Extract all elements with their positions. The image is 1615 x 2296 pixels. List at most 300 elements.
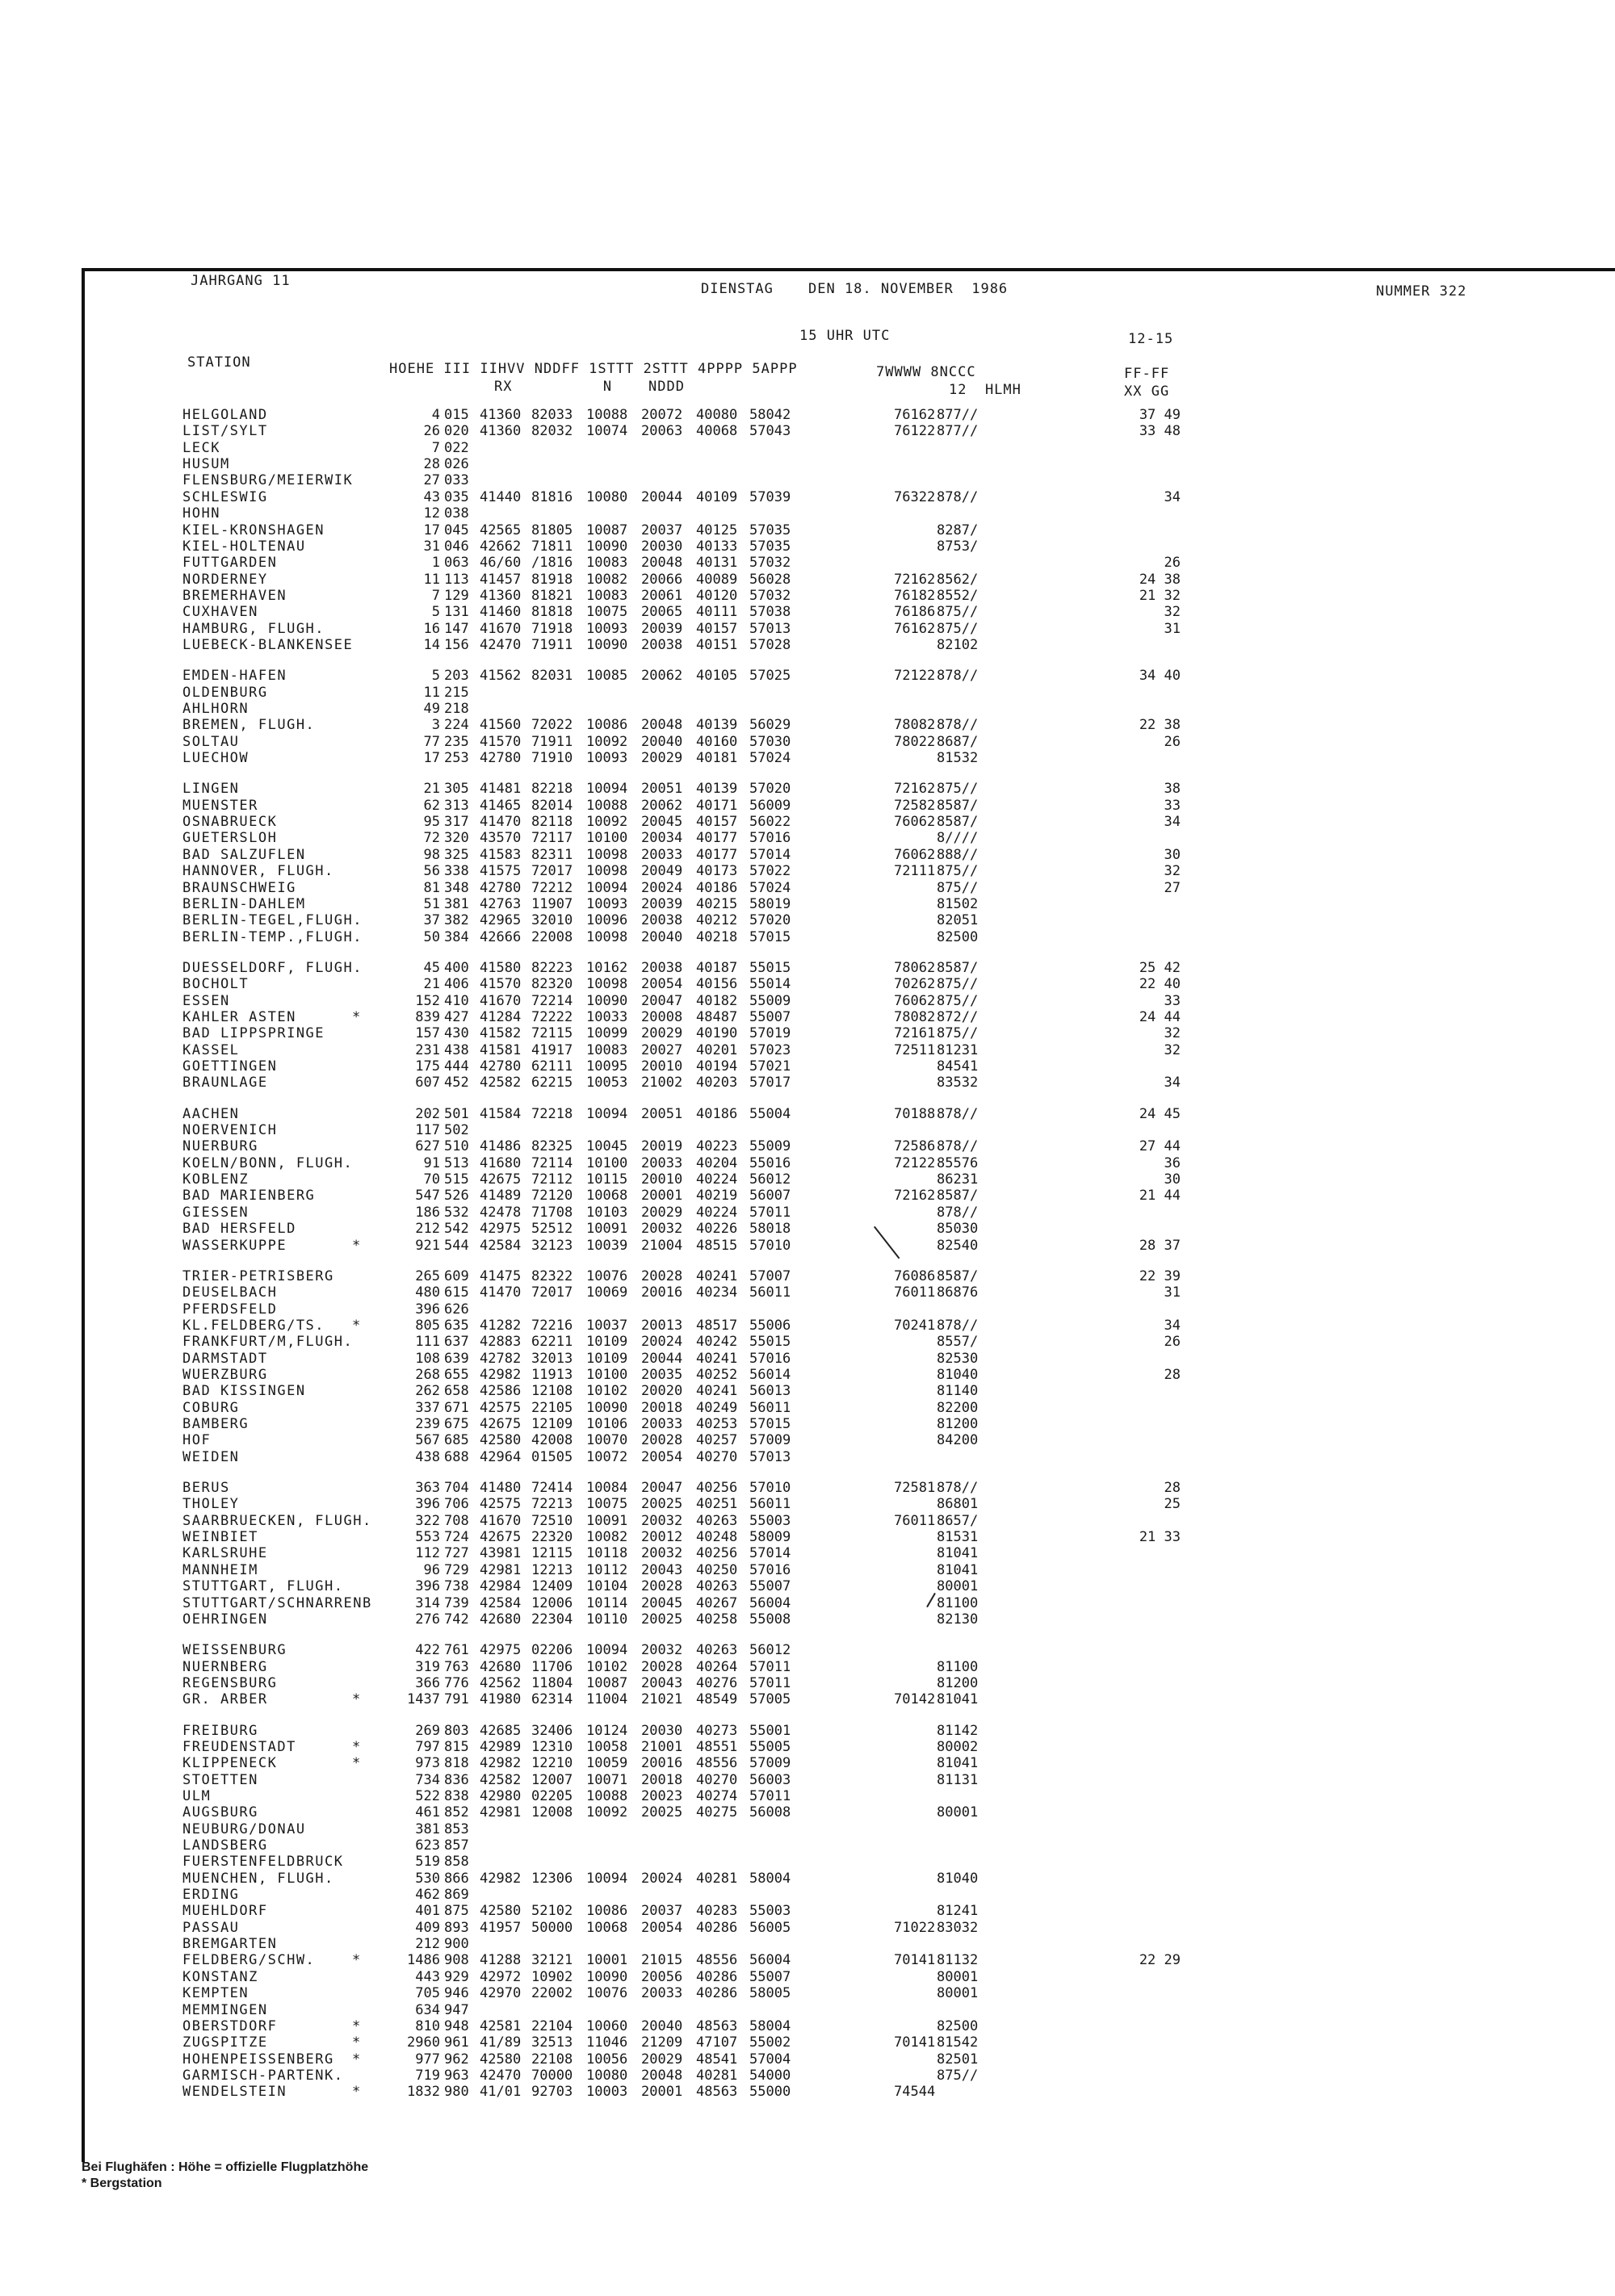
- station-name: KOELN/BONN, FLUGH.: [182, 1154, 354, 1171]
- nddff-value: 41917: [531, 1041, 573, 1058]
- nddff-value: 22008: [531, 928, 573, 945]
- pressure-group: 40258: [696, 1611, 738, 1628]
- height-value: 7: [431, 439, 440, 456]
- station-index: 739: [444, 1594, 469, 1611]
- tendency-group: 55003: [749, 1903, 791, 1920]
- cloud-group: 84200: [937, 1432, 979, 1449]
- pressure-group: 40256: [696, 1545, 738, 1562]
- cloud-group: 81041: [937, 1545, 979, 1562]
- height-value: 396: [415, 1496, 440, 1513]
- weather-group: 70188: [894, 1105, 936, 1122]
- nddff-value: 72017: [531, 863, 573, 880]
- station-index: 706: [444, 1496, 469, 1513]
- station-index: 515: [444, 1171, 469, 1188]
- height-value: 202: [415, 1105, 440, 1122]
- station-index: 853: [444, 1820, 469, 1837]
- table-row: [0, 1075, 1615, 1091]
- height-value: 26: [423, 423, 440, 440]
- station-name: MUEHLDORF: [182, 1903, 268, 1920]
- station-index: 218: [444, 701, 469, 717]
- station-name: BREMGARTEN: [182, 1936, 278, 1953]
- temperature-group: 10114: [586, 1594, 628, 1611]
- dewpoint-group: 20049: [641, 863, 683, 880]
- station-name: BAD MARIENBERG: [182, 1188, 316, 1205]
- nddff-value: 62215: [531, 1075, 573, 1091]
- pressure-group: 40182: [696, 992, 738, 1009]
- weather-group: 76062: [894, 846, 936, 863]
- temperature-group: 10118: [586, 1545, 628, 1562]
- station-name: BAD SALZUFLEN: [182, 846, 306, 863]
- iihvv-value: 42970: [480, 1985, 522, 2002]
- nddff-value: 11907: [531, 895, 573, 912]
- weather-group: 72122: [894, 1154, 936, 1171]
- weather-group: 76011: [894, 1512, 936, 1529]
- station-name: KIEL-HOLTENAU: [182, 538, 306, 555]
- dewpoint-group: 20018: [641, 1399, 683, 1416]
- station-index: 022: [444, 439, 469, 456]
- station-index: 818: [444, 1755, 469, 1772]
- dewpoint-group: 20054: [641, 1919, 683, 1936]
- cloud-group: 872//: [937, 1008, 979, 1025]
- iihvv-value: 41980: [480, 1691, 522, 1708]
- tendency-group: 56004: [749, 1594, 791, 1611]
- temperature-group: 10076: [586, 1267, 628, 1284]
- tendency-group: 57032: [749, 555, 791, 572]
- pressure-group: 40248: [696, 1529, 738, 1546]
- cloud-group: 82500: [937, 2017, 979, 2034]
- iihvv-value: 41670: [480, 1512, 522, 1529]
- nddff-value: 12115: [531, 1545, 573, 1562]
- weather-group: 76162: [894, 620, 936, 637]
- temperature-group: 10091: [586, 1512, 628, 1529]
- cloud-group: 875//: [937, 620, 979, 637]
- station-index: 203: [444, 668, 469, 685]
- station-index: 947: [444, 2001, 469, 2018]
- dewpoint-group: 20045: [641, 1594, 683, 1611]
- weather-group: 76186: [894, 604, 936, 621]
- nddff-value: 62314: [531, 1691, 573, 1708]
- dewpoint-group: 20038: [641, 959, 683, 976]
- height-value: 319: [415, 1658, 440, 1675]
- tendency-group: 57011: [749, 1787, 791, 1804]
- tendency-group: 55007: [749, 1968, 791, 1985]
- table-row: [0, 1821, 1615, 1837]
- temperature-group: 10039: [586, 1237, 628, 1254]
- nddff-value: 32010: [531, 912, 573, 929]
- dewpoint-group: 20035: [641, 1366, 683, 1383]
- height-value: 16: [423, 620, 440, 637]
- iihvv-value: 41580: [480, 959, 522, 976]
- temperature-group: 10112: [586, 1561, 628, 1578]
- iihvv-value: 41470: [480, 1284, 522, 1301]
- station-name: KL.FELDBERG/TS.: [182, 1317, 325, 1334]
- station-index: 400: [444, 959, 469, 976]
- table-row: [0, 1985, 1615, 2001]
- height-value: 231: [415, 1041, 440, 1058]
- pressure-group: 40241: [696, 1267, 738, 1284]
- nddff-value: 72218: [531, 1105, 573, 1122]
- table-row: [0, 423, 1615, 439]
- tendency-group: 57015: [749, 1416, 791, 1432]
- station-index: 320: [444, 830, 469, 847]
- height-value: 409: [415, 1919, 440, 1936]
- nddff-value: 72022: [531, 717, 573, 734]
- table-row: [0, 2018, 1615, 2034]
- temperature-group: 10094: [586, 1105, 628, 1122]
- station-index: 542: [444, 1221, 469, 1238]
- weather-group: 78022: [894, 733, 936, 750]
- height-value: 634: [415, 2001, 440, 2018]
- iihvv-value: 43570: [480, 830, 522, 847]
- nddff-value: 32406: [531, 1722, 573, 1739]
- dewpoint-group: 20040: [641, 2017, 683, 2034]
- temperature-group: 10102: [586, 1383, 628, 1400]
- iihvv-value: 42470: [480, 2067, 522, 2084]
- cloud-group: 81502: [937, 895, 979, 912]
- height-value: 422: [415, 1642, 440, 1659]
- table-row: [0, 1642, 1615, 1658]
- station-name: MEMMINGEN: [182, 2001, 268, 2018]
- height-value: 45: [423, 959, 440, 976]
- nddff-value: 81821: [531, 587, 573, 604]
- nddff-value: 71811: [531, 538, 573, 555]
- table-row: [0, 960, 1615, 976]
- station-index: 908: [444, 1952, 469, 1969]
- temperature-group: 10106: [586, 1416, 628, 1432]
- cloud-group: 81231: [937, 1041, 979, 1058]
- dewpoint-group: 20072: [641, 407, 683, 423]
- iihvv-value: 42478: [480, 1204, 522, 1221]
- table-row: [0, 637, 1615, 653]
- nddff-value: 82014: [531, 797, 573, 814]
- main-columns-subheader: RX N NDDD: [494, 379, 685, 395]
- station-name: BOCHOLT: [182, 976, 250, 993]
- station-index: 688: [444, 1448, 469, 1465]
- dewpoint-group: 20061: [641, 587, 683, 604]
- dewpoint-group: 20023: [641, 1787, 683, 1804]
- temperature-group: 10083: [586, 555, 628, 572]
- station-index: 348: [444, 879, 469, 896]
- cloud-group: 878//: [937, 488, 979, 505]
- temperature-group: 10068: [586, 1188, 628, 1205]
- pressure-group: 40234: [696, 1284, 738, 1301]
- height-value: 212: [415, 1221, 440, 1238]
- nddff-value: 11913: [531, 1366, 573, 1383]
- station-index: 129: [444, 587, 469, 604]
- pressure-group: 40186: [696, 1105, 738, 1122]
- station-name: LUECHOW: [182, 750, 250, 766]
- cloud-group: 8////: [937, 830, 979, 847]
- nddff-value: 12108: [531, 1383, 573, 1400]
- height-value: 152: [415, 992, 440, 1009]
- table-row: [0, 896, 1615, 912]
- pressure-group: 40252: [696, 1366, 738, 1383]
- tendency-group: 57015: [749, 928, 791, 945]
- station-index: 532: [444, 1204, 469, 1221]
- height-value: 50: [423, 928, 440, 945]
- table-row: [0, 505, 1615, 522]
- weather-group: 76062: [894, 814, 936, 830]
- station-index: 156: [444, 636, 469, 653]
- gust-group: 21 32: [1139, 587, 1181, 604]
- pressure-group: 40224: [696, 1204, 738, 1221]
- pressure-group: 40250: [696, 1561, 738, 1578]
- height-value: 396: [415, 1578, 440, 1595]
- height-value: 49: [423, 701, 440, 717]
- cloud-group: 81041: [937, 1561, 979, 1578]
- station-index: 655: [444, 1366, 469, 1383]
- temperature-group: 10095: [586, 1058, 628, 1075]
- station-name: SOLTAU: [182, 733, 240, 750]
- dewpoint-group: 20045: [641, 814, 683, 830]
- gust-group: 28: [1164, 1366, 1181, 1383]
- table-row: [0, 555, 1615, 571]
- tendency-group: 56011: [749, 1399, 791, 1416]
- nddff-value: 72510: [531, 1512, 573, 1529]
- station-index: 526: [444, 1188, 469, 1205]
- tendency-group: 57009: [749, 1432, 791, 1449]
- station-name: OEHRINGEN: [182, 1611, 268, 1628]
- station-name: AUGSBURG: [182, 1804, 258, 1821]
- height-value: 438: [415, 1448, 440, 1465]
- temperature-group: 10110: [586, 1611, 628, 1628]
- table-row: [0, 1545, 1615, 1561]
- gust-group: 34: [1164, 1317, 1181, 1334]
- height-value: 977: [415, 2051, 440, 2068]
- nddff-value: 71911: [531, 733, 573, 750]
- station-index: 338: [444, 863, 469, 880]
- station-index: 803: [444, 1722, 469, 1739]
- temperature-group: 10093: [586, 620, 628, 637]
- iihvv-value: 41562: [480, 668, 522, 685]
- cloud-group: 82200: [937, 1399, 979, 1416]
- station-index: 513: [444, 1154, 469, 1171]
- station-name: OLDENBURG: [182, 684, 268, 701]
- nddff-value: 11804: [531, 1674, 573, 1691]
- pressure-group: 40286: [696, 1968, 738, 1985]
- table-row: [0, 1595, 1615, 1611]
- iihvv-value: 41/89: [480, 2034, 522, 2051]
- pressure-group: 40273: [696, 1722, 738, 1739]
- iihvv-value: 41570: [480, 976, 522, 993]
- nddff-value: 82033: [531, 407, 573, 423]
- height-value: 21: [423, 976, 440, 993]
- height-value: 98: [423, 846, 440, 863]
- height-value: 522: [415, 1787, 440, 1804]
- nddff-value: 82218: [531, 781, 573, 798]
- pressure-group: 40171: [696, 797, 738, 814]
- tendency-group: 57009: [749, 1755, 791, 1772]
- table-row: [0, 1755, 1615, 1771]
- height-value: 276: [415, 1611, 440, 1628]
- station-index: 727: [444, 1545, 469, 1562]
- table-row: [0, 814, 1615, 830]
- dewpoint-group: 20054: [641, 976, 683, 993]
- weather-group: 72162: [894, 571, 936, 588]
- cloud-group: 80001: [937, 1968, 979, 1985]
- table-row: [0, 1691, 1615, 1707]
- nddff-value: 12109: [531, 1416, 573, 1432]
- height-value: 519: [415, 1854, 440, 1871]
- mountain-station-marker: *: [352, 1691, 361, 1708]
- station-name: BERUS: [182, 1480, 230, 1496]
- nddff-value: 72112: [531, 1171, 573, 1188]
- table-row: [0, 1400, 1615, 1416]
- tendency-group: 58019: [749, 895, 791, 912]
- nddff-value: 82118: [531, 814, 573, 830]
- gust-group: 28 37: [1139, 1237, 1181, 1254]
- height-value: 547: [415, 1188, 440, 1205]
- dewpoint-group: 20051: [641, 781, 683, 798]
- station-name: BREMEN, FLUGH.: [182, 717, 316, 734]
- weather-group: 78062: [894, 959, 936, 976]
- table-row: [0, 1122, 1615, 1138]
- station-name: HANNOVER, FLUGH.: [182, 863, 334, 880]
- tendency-group: 57021: [749, 1058, 791, 1075]
- pressure-group: 40215: [696, 895, 738, 912]
- dewpoint-group: 20013: [641, 1317, 683, 1334]
- cloud-group: 81140: [937, 1383, 979, 1400]
- cloud-group: 8587/: [937, 959, 979, 976]
- table-row: [0, 717, 1615, 733]
- footnote-mountain: * Bergstation: [82, 2177, 162, 2190]
- table-row: [0, 472, 1615, 488]
- table-row: [0, 1284, 1615, 1301]
- table-row: [0, 1238, 1615, 1254]
- table-row: [0, 734, 1615, 750]
- station-index: 893: [444, 1919, 469, 1936]
- temperature-group: 10083: [586, 1041, 628, 1058]
- weather-group: 70141: [894, 1952, 936, 1969]
- temperature-group: 10001: [586, 1952, 628, 1969]
- station-name: GARMISCH-PARTENK.: [182, 2067, 344, 2084]
- height-value: 11: [423, 571, 440, 588]
- station-column-header: STATION: [187, 354, 251, 371]
- iihvv-value: 41440: [480, 488, 522, 505]
- station-index: 685: [444, 1432, 469, 1449]
- station-name: BREMERHAVEN: [182, 587, 287, 604]
- iihvv-value: 41489: [480, 1188, 522, 1205]
- table-row: [0, 1837, 1615, 1854]
- gust-group: 38: [1164, 781, 1181, 798]
- table-row: [0, 1155, 1615, 1171]
- dewpoint-group: 21015: [641, 1952, 683, 1969]
- cloud-group: 8587/: [937, 1267, 979, 1284]
- station-name: HOHN: [182, 505, 220, 522]
- tendency-group: 55000: [749, 2084, 791, 2101]
- weather-group: 72111: [894, 863, 936, 880]
- station-name: WASSERKUPPE: [182, 1237, 287, 1254]
- temperature-group: 10090: [586, 992, 628, 1009]
- height-value: 4: [431, 407, 440, 423]
- pressure-group: 40212: [696, 912, 738, 929]
- dewpoint-group: 20028: [641, 1432, 683, 1449]
- station-name: HAMBURG, FLUGH.: [182, 620, 325, 637]
- temperature-group: 10076: [586, 1985, 628, 2002]
- period-label: 12-15: [1128, 331, 1174, 347]
- station-name: FRANKFURT/M,FLUGH.: [182, 1334, 354, 1351]
- temperature-group: 10091: [586, 1221, 628, 1238]
- table-row: [0, 1496, 1615, 1512]
- pressure-group: 40263: [696, 1578, 738, 1595]
- station-name: KAHLER ASTEN: [182, 1008, 296, 1025]
- tendency-group: 56004: [749, 1952, 791, 1969]
- station-index: 948: [444, 2017, 469, 2034]
- station-index: 615: [444, 1284, 469, 1301]
- weather-group: 76062: [894, 992, 936, 1009]
- height-value: 1486: [407, 1952, 440, 1969]
- dewpoint-group: 20034: [641, 830, 683, 847]
- cloud-group: 83032: [937, 1919, 979, 1936]
- station-name: FELDBERG/SCHW.: [182, 1952, 316, 1969]
- table-row: [0, 1058, 1615, 1075]
- tendency-group: 57025: [749, 668, 791, 685]
- temperature-group: 10084: [586, 1480, 628, 1496]
- temperature-group: 10162: [586, 959, 628, 976]
- cloud-group: 8557/: [937, 1334, 979, 1351]
- height-value: 112: [415, 1545, 440, 1562]
- height-value: 705: [415, 1985, 440, 2002]
- gust-group: 33: [1164, 797, 1181, 814]
- temperature-group: 10124: [586, 1722, 628, 1739]
- pressure-group: 40249: [696, 1399, 738, 1416]
- iihvv-value: 42964: [480, 1448, 522, 1465]
- iihvv-value: 41680: [480, 1154, 522, 1171]
- table-row: [0, 1903, 1615, 1919]
- nddff-value: 81818: [531, 604, 573, 621]
- table-row: [0, 1804, 1615, 1820]
- height-value: 117: [415, 1122, 440, 1138]
- table-row: [0, 1854, 1615, 1870]
- height-value: 7: [431, 587, 440, 604]
- height-value: 839: [415, 1008, 440, 1025]
- cloud-group: 84541: [937, 1058, 979, 1075]
- station-name: KEMPTEN: [182, 1985, 250, 2002]
- gust-group: 34 40: [1139, 668, 1181, 685]
- station-index: 452: [444, 1075, 469, 1091]
- temperature-group: 10104: [586, 1578, 628, 1595]
- gust-group: 21 44: [1139, 1188, 1181, 1205]
- pressure-group: 40080: [696, 407, 738, 423]
- tendency-group: 57028: [749, 636, 791, 653]
- table-row: [0, 489, 1615, 505]
- weather-group: 72581: [894, 1480, 936, 1496]
- mountain-station-marker: *: [352, 2034, 361, 2051]
- station-index: 224: [444, 717, 469, 734]
- tendency-group: 57014: [749, 846, 791, 863]
- height-value: 623: [415, 1837, 440, 1854]
- nddff-value: 70000: [531, 2067, 573, 2084]
- height-value: 734: [415, 1771, 440, 1788]
- temperature-group: 10072: [586, 1448, 628, 1465]
- iihvv-value: 42675: [480, 1171, 522, 1188]
- nddff-value: 32123: [531, 1237, 573, 1254]
- tendency-group: 56005: [749, 1919, 791, 1936]
- height-value: 627: [415, 1138, 440, 1155]
- tendency-group: 57017: [749, 1075, 791, 1091]
- cloud-group: 8753/: [937, 538, 979, 555]
- mountain-station-marker: *: [352, 1237, 361, 1254]
- station-name: OSNABRUECK: [182, 814, 278, 830]
- cloud-group: 81040: [937, 1366, 979, 1383]
- station-name: SCHLESWIG: [182, 488, 268, 505]
- pressure-group: 40267: [696, 1594, 738, 1611]
- cloud-group: 81041: [937, 1691, 979, 1708]
- temperature-group: 10090: [586, 1968, 628, 1985]
- pressure-group: 40194: [696, 1058, 738, 1075]
- iihvv-value: 42972: [480, 1968, 522, 1985]
- station-index: 038: [444, 505, 469, 522]
